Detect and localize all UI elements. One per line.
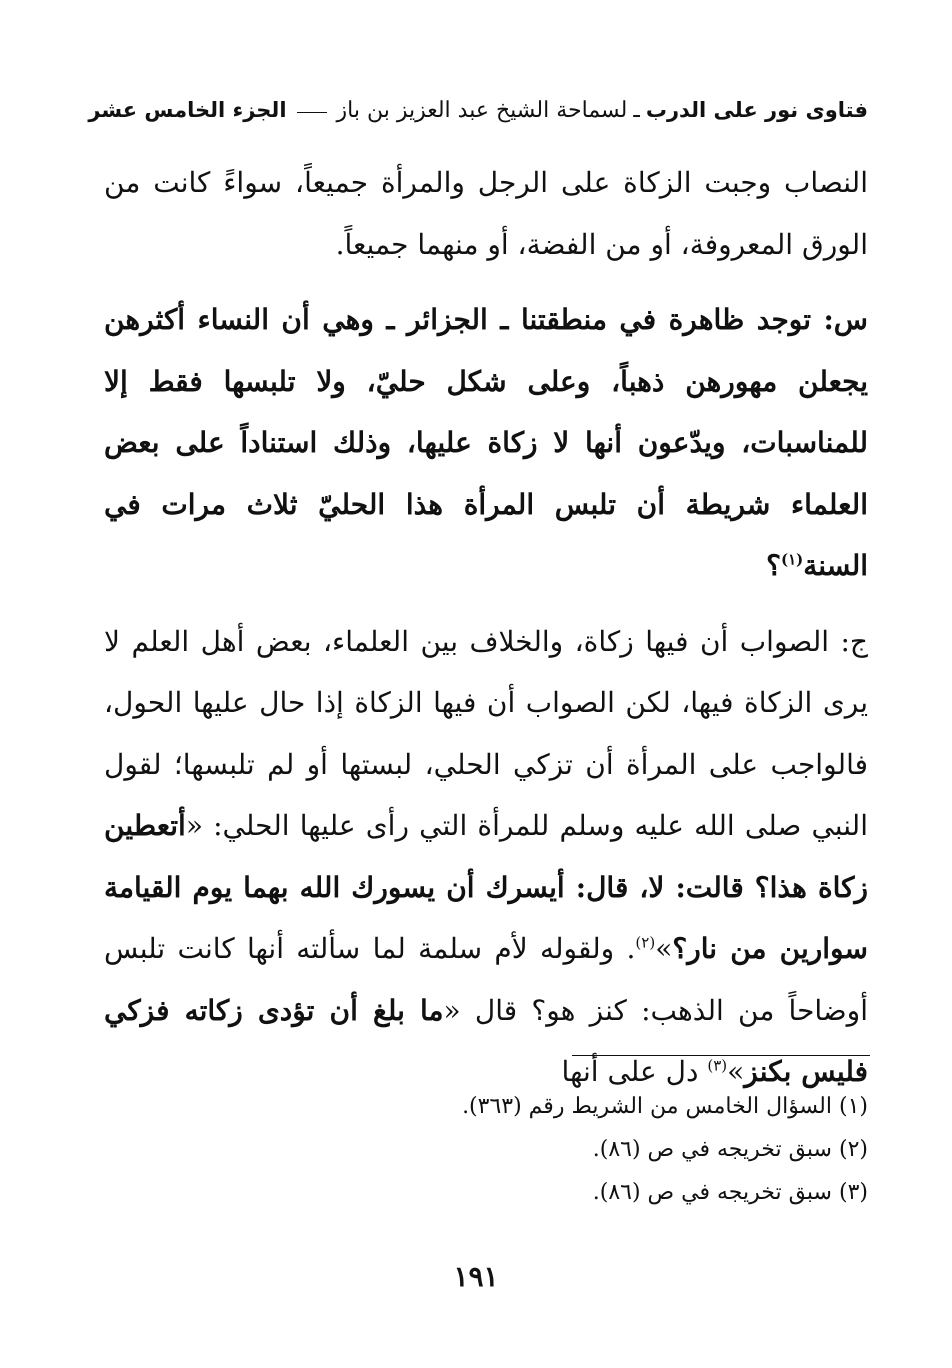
part-label: الجزء الخامس عشر <box>88 98 287 122</box>
hadith-quote-1: أتعطين زكاة هذا؟ قالت: لا، قال: أيسرك أن يسورك الله بهما يوم القيامة سوارين من نار؟ <box>104 809 868 965</box>
answer-text-1: ج: الصواب أن فيها زكاة، والخلاف بين العلماء، بعض أهل العلم لا يرى الزكاة فيها، لكن الصواب أن فيها الزكاة إذا حال عليها الحول، فالواجب على المرأة أن تزكي الحلي، لبستها أو لم تلبسها؛ لقول النبي صلى الله عليه وسلم للمرأة التي رأى عليها الحلي: « <box>104 624 869 842</box>
footnote-1: (١) السؤال الخامس من الشريط رقم (٣٦٣). <box>462 1094 868 1119</box>
footnote-separator <box>572 1055 870 1056</box>
book-title: فتاوى نور على الدرب <box>645 98 868 122</box>
hadith-quote-2: ما بلغ أن تؤدى زكاته فزكي فليس بكنز <box>104 993 868 1088</box>
answer-paragraph <box>104 611 868 1103</box>
footnote-ref-3: (٣) <box>707 1056 728 1075</box>
answer-text-5: دل على أنها <box>561 1055 708 1088</box>
question-mark: ؟ <box>766 549 781 582</box>
footnote-3: (٣) سبق تخريجه في ص (٨٦). <box>592 1180 868 1205</box>
answer-text-2: » <box>655 932 673 965</box>
paragraph-continuation: النصاب وجبت الزكاة على الرجل والمرأة جميعاً، سواءً كانت من الورق المعروفة، أو من الفضة، أو منهما جميعاً. <box>104 166 868 261</box>
author-name: لسماحة الشيخ عبد العزيز بن باز <box>336 97 628 123</box>
main-text <box>104 152 868 1103</box>
footnotes <box>104 1085 868 1214</box>
footnote-ref-1: (١) <box>780 550 804 569</box>
header-rule <box>297 112 327 113</box>
footnote-2: (٢) سبق تخريجه في ص (٨٦). <box>592 1137 868 1162</box>
header-dash: ـ <box>633 97 640 123</box>
answer-text-3: . ولقوله لأم سلمة لما سألته أنها كانت تلبس أوضاحاً من الذهب: كنز هو؟ قال « <box>104 932 868 1027</box>
question-text: س: توجد ظاهرة في منطقتنا ـ الجزائر ـ وهي أن النساء أكثرهن يجعلن مهورهن ذهباً، وعلى شكل حليّ، ولا تلبسها فقط إلا للمناسبات، ويدّعون أنها لا زكاة عليها، وذلك استناداً على بعض العلماء شريطة أن تلبس المرأة هذا الحليّ ثلاث مرات في السنة <box>104 303 869 582</box>
question-paragraph <box>104 289 868 597</box>
running-header <box>88 92 868 128</box>
page-number: ١٩١ <box>453 1260 499 1293</box>
answer-text-4: » <box>727 1055 745 1088</box>
footnote-ref-2: (٢) <box>635 933 656 952</box>
